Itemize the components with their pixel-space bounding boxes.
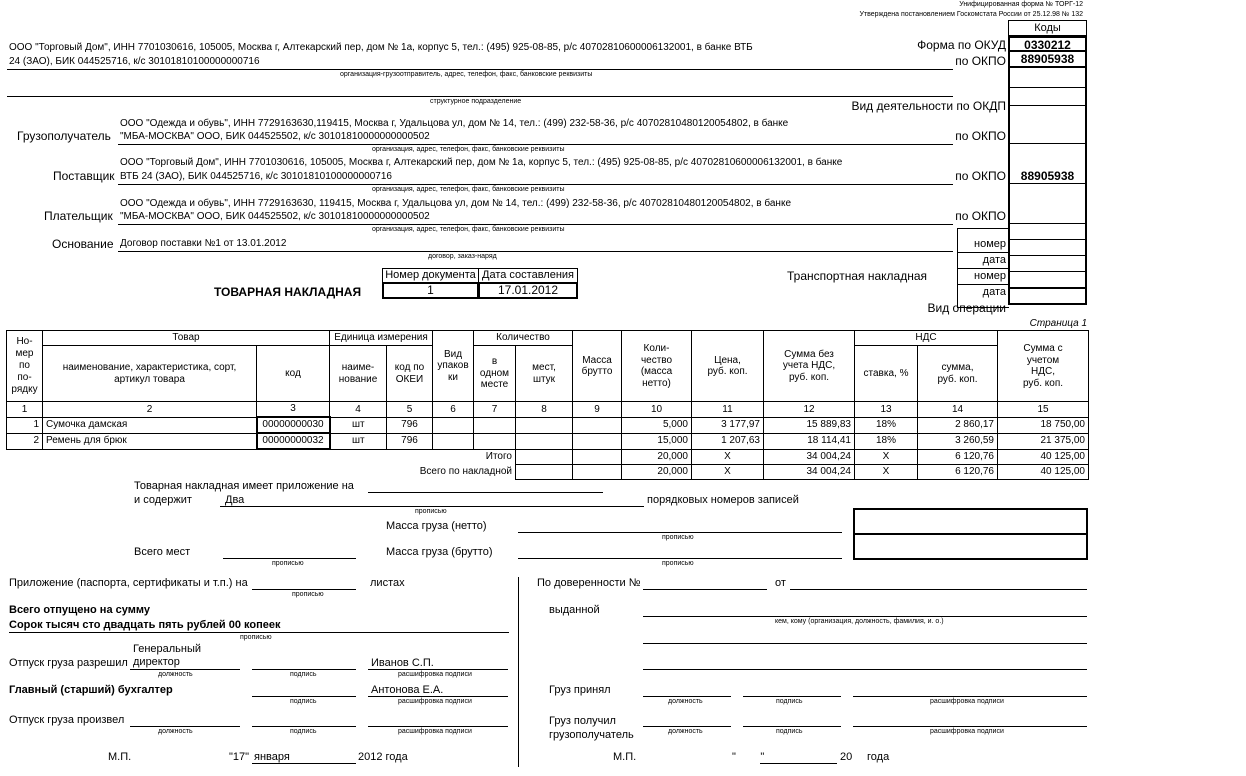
transport-date-label: дата <box>982 286 1006 298</box>
row-vat: 3 260,59 <box>918 433 998 449</box>
row-name: Сумочка дамская <box>43 417 257 433</box>
col-total-header: Сумма с учетом НДС, руб. коп. <box>998 331 1089 402</box>
vsego-row <box>7 464 1089 479</box>
basis-label: Основание <box>52 237 114 251</box>
col-okei-header: код по ОКЕИ <box>387 346 433 402</box>
row-total: 18 750,00 <box>998 417 1089 433</box>
row-rate: 18% <box>855 433 918 449</box>
transport-date-code <box>1008 272 1087 288</box>
col-price-header: Цена, руб. коп. <box>692 331 764 402</box>
goods-table <box>6 330 1089 480</box>
stamp-right: М.П. <box>613 751 637 763</box>
col-number: 14 <box>918 402 998 418</box>
gross-weight-label: Масса груза (брутто) <box>386 546 493 558</box>
contains-propis: прописью <box>415 508 447 515</box>
okpo-label-2: по ОКПО <box>955 129 1006 143</box>
row-name: Ремень для брюк <box>43 433 257 449</box>
itogo-sum: 34 004,24 <box>764 449 855 464</box>
col-goods-header: Товар <box>43 331 330 346</box>
consignee-line1: ООО "Одежда и обувь", ИНН 7729163630,119415, Москва г, Удальцова ул, дом № 14, тел.: (499) 232-58-36, р/с 40702810480120054802, в банке <box>120 118 789 129</box>
shipper-caption: организация-грузоотправитель, адрес, телефон, факс, банковские реквизиты <box>340 71 593 78</box>
row-places <box>516 417 573 433</box>
row-inone <box>474 433 516 449</box>
col-number: 3 <box>257 402 330 418</box>
chief-acc-sign-caption: подпись <box>290 698 317 705</box>
allowed-position: Генеральный директор <box>133 643 202 668</box>
row-rate: 18% <box>855 417 918 433</box>
codes-header: Коды <box>1008 20 1087 36</box>
contains-value: Два <box>225 494 245 506</box>
date-day: "17" <box>229 751 250 763</box>
chief-acc-name: Антонова Е.А. <box>371 684 444 696</box>
vsego-sum: 34 004,24 <box>764 464 855 479</box>
okpo-label-1: по ОКПО <box>955 54 1006 68</box>
row-code: 00000000030 <box>257 417 330 433</box>
shipper-line1: ООО "Торговый Дом", ИНН 7701030616, 105005, Москва г, Алтекарский пер, дом № 1а, корпус 5, тел.: (495) 925-08-85, р/с 40702810600006132001, в банке ВТБ <box>9 42 753 53</box>
col-inone-header: в одном месте <box>474 346 516 402</box>
form-approved-label: Утверждена постановлением Госкомстата России от 25.12.98 № 132 <box>859 11 1083 18</box>
col-vatsum-header: сумма, руб. коп. <box>918 346 998 402</box>
received-decode-caption: расшифровка подписи <box>930 728 1004 735</box>
col-unit-header: Единица измерения <box>330 331 433 346</box>
basis-date-code <box>1008 240 1087 256</box>
col-number: 10 <box>622 402 692 418</box>
row-qty: 15,000 <box>622 433 692 449</box>
row-pack <box>433 433 474 449</box>
places-label: Всего мест <box>134 546 191 558</box>
supplier-line2: ВТБ 24 (ЗАО), БИК 044525716, к/с 30101810100000000716 <box>120 171 392 182</box>
operation-code <box>1008 288 1087 305</box>
col-code-header: код <box>257 346 330 402</box>
received-sign-caption: подпись <box>776 728 803 735</box>
col-name-header: наименование, характеристика, сорт, артикул товара <box>43 346 257 402</box>
row-unit: шт <box>330 417 387 433</box>
col-number: 5 <box>387 402 433 418</box>
issued-label: выданной <box>549 604 600 616</box>
row-okei: 796 <box>387 433 433 449</box>
row-qty: 5,000 <box>622 417 692 433</box>
date-year: 2012 года <box>358 751 408 763</box>
sheets-label: листах <box>370 577 405 589</box>
chief-acc-decode-caption: расшифровка подписи <box>398 698 472 705</box>
transport-number-label: номер <box>974 270 1006 282</box>
released-sum-label: Всего отпущено на сумму <box>9 604 150 616</box>
form-unified-label: Унифицированная форма № ТОРГ-12 <box>959 1 1083 8</box>
supplier-label: Поставщик <box>53 169 115 183</box>
itogo-row <box>7 449 1089 464</box>
row-num: 1 <box>7 417 43 433</box>
row-okei: 796 <box>387 417 433 433</box>
col-number: 2 <box>43 402 257 418</box>
operation-label: Вид операции <box>927 301 1006 315</box>
col-qty-header: Количество <box>474 331 573 346</box>
row-gross <box>573 417 622 433</box>
places-propis: прописью <box>272 560 304 567</box>
dept-caption: структурное подразделение <box>430 98 522 105</box>
proxy-from-label: от <box>775 577 786 589</box>
col-number: 13 <box>855 402 918 418</box>
chief-acc-label: Главный (старший) бухгалтер <box>9 684 173 696</box>
proxy-label: По доверенности № <box>537 577 641 589</box>
col-netqty-header: Коли- чество (масса нетто) <box>622 331 692 402</box>
page-label: Страница 1 <box>1029 318 1087 329</box>
itogo-total: 40 125,00 <box>998 449 1089 464</box>
released-propis: прописью <box>240 634 272 641</box>
stamp-left: М.П. <box>108 751 132 763</box>
row-inone <box>474 417 516 433</box>
basis-date-label: дата <box>982 254 1006 266</box>
col-number: 1 <box>7 402 43 418</box>
vsego-qty: 20,000 <box>622 464 692 479</box>
shipped-position-caption: должность <box>158 728 193 735</box>
basis-number-label: номер <box>974 238 1006 250</box>
consignee-line2: "МБА-МОСКВА" ООО, БИК 044525502, к/с 30101810000000000502 <box>120 131 430 142</box>
attach-label: Приложение (паспорта, сертификаты и т.п.) на <box>9 577 248 589</box>
vsego-rate: X <box>855 464 918 479</box>
col-sum-header: Сумма без учета НДС, руб. коп. <box>764 331 855 402</box>
allowed-position-caption: должность <box>158 671 193 678</box>
row-code: 00000000032 <box>257 433 330 449</box>
appendix-label: Товарная накладная имеет приложение на <box>134 480 354 492</box>
row-price: 3 177,97 <box>692 417 764 433</box>
okud-code: 0330212 <box>1008 36 1087 52</box>
itogo-gross <box>573 449 622 464</box>
vsego-vat: 6 120,76 <box>918 464 998 479</box>
itogo-label: Итого <box>485 451 512 463</box>
payer-label: Плательщик <box>44 209 113 223</box>
doc-number-label: Номер документа <box>382 268 479 283</box>
payer-caption: организация, адрес, телефон, факс, банковские реквизиты <box>372 226 565 233</box>
row-vat: 2 860,17 <box>918 417 998 433</box>
allowed-sign-caption: подпись <box>290 671 317 678</box>
col-number: 12 <box>764 402 855 418</box>
table-row <box>7 417 1089 433</box>
supplier-line1: ООО "Торговый Дом", ИНН 7701030616, 105005, Москва г, Алтекарский пер, дом № 1а, корпус 5, тел.: (495) 925-08-85, р/с 40702810600006132001, в банке <box>120 157 843 168</box>
payer-line2: "МБА-МОСКВА" ООО, БИК 044525502, к/с 30101810000000000502 <box>120 211 430 222</box>
shipper-line2: 24 (ЗАО), БИК 044525716, к/с 30101810100000000716 <box>9 56 260 67</box>
col-places-header: мест, штук <box>516 346 573 402</box>
transport-label: Транспортная накладная <box>787 269 928 283</box>
right-year-suffix: года <box>867 751 890 763</box>
accepted-decode-caption: расшифровка подписи <box>930 698 1004 705</box>
vsego-price: X <box>692 464 764 479</box>
vsego-places <box>516 464 573 479</box>
contains-label: и содержит <box>134 494 192 506</box>
date-month: января <box>254 751 290 763</box>
row-num: 2 <box>7 433 43 449</box>
released-sum-value: Сорок тысяч сто двадцать пять рублей 00 копеек <box>9 619 281 631</box>
doc-number: 1 <box>382 282 479 299</box>
col-number: 11 <box>692 402 764 418</box>
net-weight-box <box>853 508 1088 535</box>
transport-number-code <box>1008 256 1087 272</box>
vsego-total: 40 125,00 <box>998 464 1089 479</box>
cargo-accepted-label: Груз принял <box>549 684 611 696</box>
okpo-payer-code <box>1008 184 1087 224</box>
okpo-label-4: по ОКПО <box>955 209 1006 223</box>
row-total: 21 375,00 <box>998 433 1089 449</box>
basis-value: Договор поставки №1 от 13.01.2012 <box>120 238 287 249</box>
cargo-received-label: Груз получил грузополучатель <box>549 715 634 742</box>
okpo-label-3: по ОКПО <box>955 169 1006 183</box>
itogo-rate: X <box>855 449 918 464</box>
itogo-places <box>516 449 573 464</box>
doc-date: 17.01.2012 <box>478 282 578 299</box>
okpo-supplier-code: 88905938 <box>1008 144 1087 184</box>
row-unit: шт <box>330 433 387 449</box>
net-weight-propis: прописью <box>662 534 694 541</box>
row-sum: 18 114,41 <box>764 433 855 449</box>
vsego-gross <box>573 464 622 479</box>
accepted-position-caption: должность <box>668 698 703 705</box>
okpo-shipper-code: 88905938 <box>1008 52 1087 68</box>
right-date-quotes: " " <box>732 751 765 763</box>
payer-line1: ООО "Одежда и обувь", ИНН 7729163630, 119415, Москва г, Удальцова ул, дом № 14, тел.: (499) 232-58-36, р/с 40702810480120054802, в банке <box>120 198 792 209</box>
doc-date-label: Дата составления <box>478 268 578 283</box>
okpo-consignee-code <box>1008 106 1087 144</box>
col-gross-header: Масса брутто <box>573 331 622 402</box>
shipped-label: Отпуск груза произвел <box>9 714 125 726</box>
row-sum: 15 889,83 <box>764 417 855 433</box>
shipped-decode-caption: расшифровка подписи <box>398 728 472 735</box>
allowed-decode-caption: расшифровка подписи <box>398 671 472 678</box>
table-row <box>7 433 1089 449</box>
dept-code <box>1008 68 1087 88</box>
basis-caption: договор, заказ-наряд <box>428 253 497 260</box>
consignee-caption: организация, адрес, телефон, факс, банковские реквизиты <box>372 146 565 153</box>
col-number: 8 <box>516 402 573 418</box>
accepted-sign-caption: подпись <box>776 698 803 705</box>
itogo-price: X <box>692 449 764 464</box>
vsego-label: Всего по накладной <box>419 465 512 477</box>
okdp-code <box>1008 88 1087 106</box>
basis-number-code <box>1008 224 1087 240</box>
gross-weight-propis: прописью <box>662 560 694 567</box>
gross-weight-box <box>853 533 1088 560</box>
shipped-sign-caption: подпись <box>290 728 317 735</box>
itogo-qty: 20,000 <box>622 449 692 464</box>
net-weight-label: Масса груза (нетто) <box>386 520 487 532</box>
col-pack-header: Вид упаков ки <box>433 331 474 402</box>
col-number: 7 <box>474 402 516 418</box>
consignee-label: Грузополучатель <box>17 129 111 143</box>
allowed-label: Отпуск груза разрешил <box>9 657 128 669</box>
supplier-caption: организация, адрес, телефон, факс, банковские реквизиты <box>372 186 565 193</box>
issued-caption: кем, кому (организация, должность, фамилия, и. о.) <box>775 618 944 625</box>
attach-propis: прописью <box>292 591 324 598</box>
col-number: 15 <box>998 402 1089 418</box>
row-places <box>516 433 573 449</box>
col-number: 4 <box>330 402 387 418</box>
col-number: 9 <box>573 402 622 418</box>
records-label: порядковых номеров записей <box>647 494 799 506</box>
col-num-header: Но- мер по по- рядку <box>7 331 43 402</box>
itogo-vat: 6 120,76 <box>918 449 998 464</box>
col-uname-header: наиме- нование <box>330 346 387 402</box>
col-number: 6 <box>433 402 474 418</box>
right-year-prefix: 20 <box>840 751 853 763</box>
col-numbers-row <box>7 402 1089 418</box>
col-vat-header: НДС <box>855 331 998 346</box>
col-rate-header: ставка, % <box>855 346 918 402</box>
row-pack <box>433 417 474 433</box>
doc-title: ТОВАРНАЯ НАКЛАДНАЯ <box>214 285 362 299</box>
okdp-label: Вид деятельности по ОКДП <box>851 99 1006 113</box>
row-price: 1 207,63 <box>692 433 764 449</box>
codes-column <box>1008 20 1087 305</box>
allowed-name: Иванов С.П. <box>371 657 434 669</box>
row-gross <box>573 433 622 449</box>
okud-label: Форма по ОКУД <box>917 38 1006 52</box>
received-position-caption: должность <box>668 728 703 735</box>
